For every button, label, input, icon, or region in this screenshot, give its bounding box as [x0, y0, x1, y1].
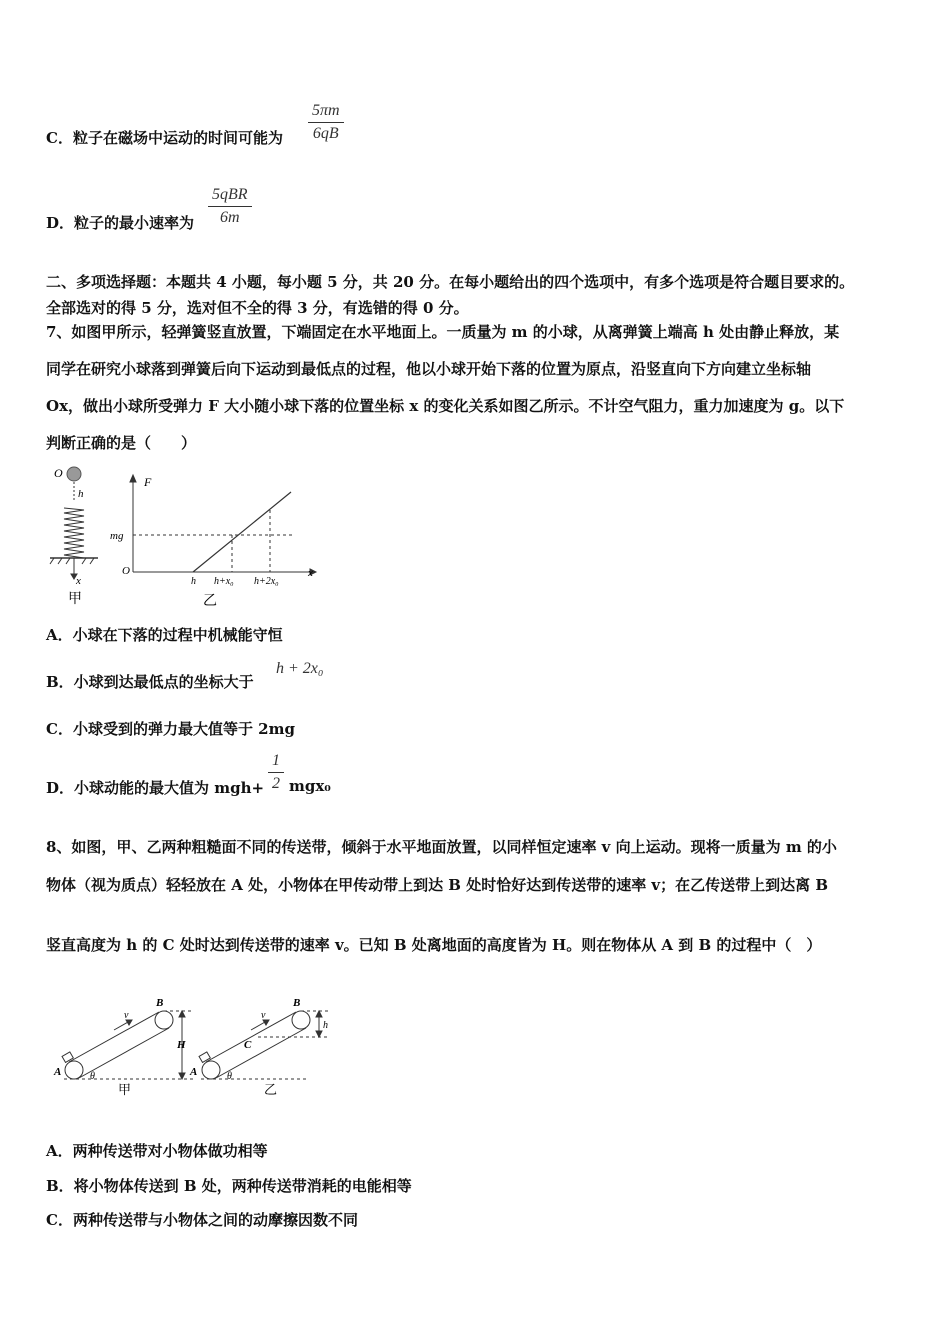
label-c: C [244, 1039, 252, 1051]
q7-stem-line4: 判断正确的是（ ） [46, 434, 197, 452]
fraction-numerator: 1 [268, 752, 284, 773]
q8-option-c: C．两种传送带与小物体之间的动摩擦因数不同 [46, 1211, 358, 1229]
height-label: h [78, 488, 84, 500]
ball-icon [67, 467, 81, 481]
label-height-h: H [177, 1039, 186, 1051]
fraction-numerator: 5πm [308, 102, 344, 123]
conveyor-yi [199, 1011, 329, 1079]
q7-stem-line1: 7、如图甲所示，轻弹簧竖直放置，下端固定在水平地面上。一质量为 m 的小球，从离弹簧上端高 h 处由静止释放，某 [46, 323, 840, 341]
q8-figure [44, 990, 344, 1100]
label-v: v [261, 1010, 266, 1021]
q8-option-a: A．两种传送带对小物体做功相等 [46, 1142, 268, 1160]
graph-origin-label: O [122, 565, 130, 577]
figure-caption-jia: 甲 [118, 1082, 132, 1097]
label-a: A [54, 1066, 62, 1078]
fraction-denominator: 6qB [312, 125, 339, 142]
conveyor-jia [62, 1011, 194, 1079]
spring-diagram [50, 467, 98, 579]
q8-stem-line3: 竖直高度为 h 的 C 处时达到传送带的速率 v。已知 B 处离地面的高度皆为 H。则在物体从 A 到 B 的过程中（ ） [46, 936, 822, 954]
q7-option-b: B．小球到达最低点的坐标大于 [46, 673, 254, 691]
tick-h-plus-2x0: h+2x₀ [254, 576, 279, 587]
q7-option-b-expression: h + 2x₀ [276, 660, 324, 677]
force-graph [130, 475, 316, 575]
q7-option-a: A．小球在下落的过程中机械能守恒 [46, 626, 283, 644]
label-theta: θ [90, 1071, 95, 1082]
label-theta: θ [227, 1071, 232, 1082]
graph-f-label: F [144, 475, 152, 489]
fraction-numerator: 5qBR [208, 186, 252, 207]
tick-h-plus-x0: h+x₀ [214, 576, 234, 587]
q7-stem-line2: 同学在研究小球落到弹簧后向下运动到最低点的过程，他以小球开始下落的位置为原点，沿竖直向下方向建立坐标轴 [46, 360, 812, 378]
q7-stem-line3: Ox，做出小球所受弹力 F 大小随小球下落的位置坐标 x 的变化关系如图乙所示。不计空气阻力，重力加速度为 g。以下 [46, 397, 845, 415]
q7-option-d: D．小球动能的最大值为 mgh+ [46, 779, 265, 797]
q8-stem-line2: 物体（视为质点）轻轻放在 A 处，小物体在甲传动带上到达 B 处时恰好达到传送带的速率 v；在乙传送带上到达离 B [46, 876, 829, 894]
section-heading-line1: 二、多项选择题：本题共 4 小题，每小题 5 分，共 20 分。在每小题给出的四个选项中，有多个选项是符合题目要求的。 [46, 273, 855, 291]
axis-x-label: x [76, 575, 81, 587]
fraction-denominator: 6m [219, 209, 240, 226]
figure-caption-yi: 乙 [264, 1082, 278, 1097]
q7-figure [40, 460, 330, 610]
graph-x-label: x [308, 567, 313, 579]
tick-h: h [191, 576, 196, 587]
label-v: v [124, 1010, 129, 1021]
label-b: B [293, 997, 301, 1009]
q7-option-d-tail: mgx₀ [289, 777, 331, 795]
q6-option-d-fraction [208, 186, 252, 227]
origin-label: O [54, 466, 63, 480]
label-b: B [156, 997, 164, 1009]
q8-option-b: B．将小物体传送到 B 处，两种传送带消耗的电能相等 [46, 1177, 412, 1195]
section-heading-line2: 全部选对的得 5 分，选对但不全的得 3 分，有选错的得 0 分。 [46, 299, 469, 317]
figure-caption-jia: 甲 [68, 592, 82, 607]
label-small-h: h [323, 1020, 328, 1031]
q7-option-d-fraction [268, 752, 284, 793]
fraction-denominator: 2 [272, 775, 280, 792]
q7-option-c: C．小球受到的弹力最大值等于 2mg [46, 720, 295, 738]
q6-option-d: D．粒子的最小速率为 [46, 214, 195, 232]
graph-mg-label: mg [110, 530, 124, 542]
q6-option-c: C．粒子在磁场中运动的时间可能为 [46, 129, 283, 147]
label-a: A [190, 1066, 198, 1078]
q8-stem-line1: 8、如图，甲、乙两种粗糙面不同的传送带，倾斜于水平地面放置，以同样恒定速率 v 向上运动。现将一质量为 m 的小 [46, 838, 837, 856]
figure-caption-yi: 乙 [203, 594, 217, 609]
q6-option-c-fraction [308, 102, 344, 143]
